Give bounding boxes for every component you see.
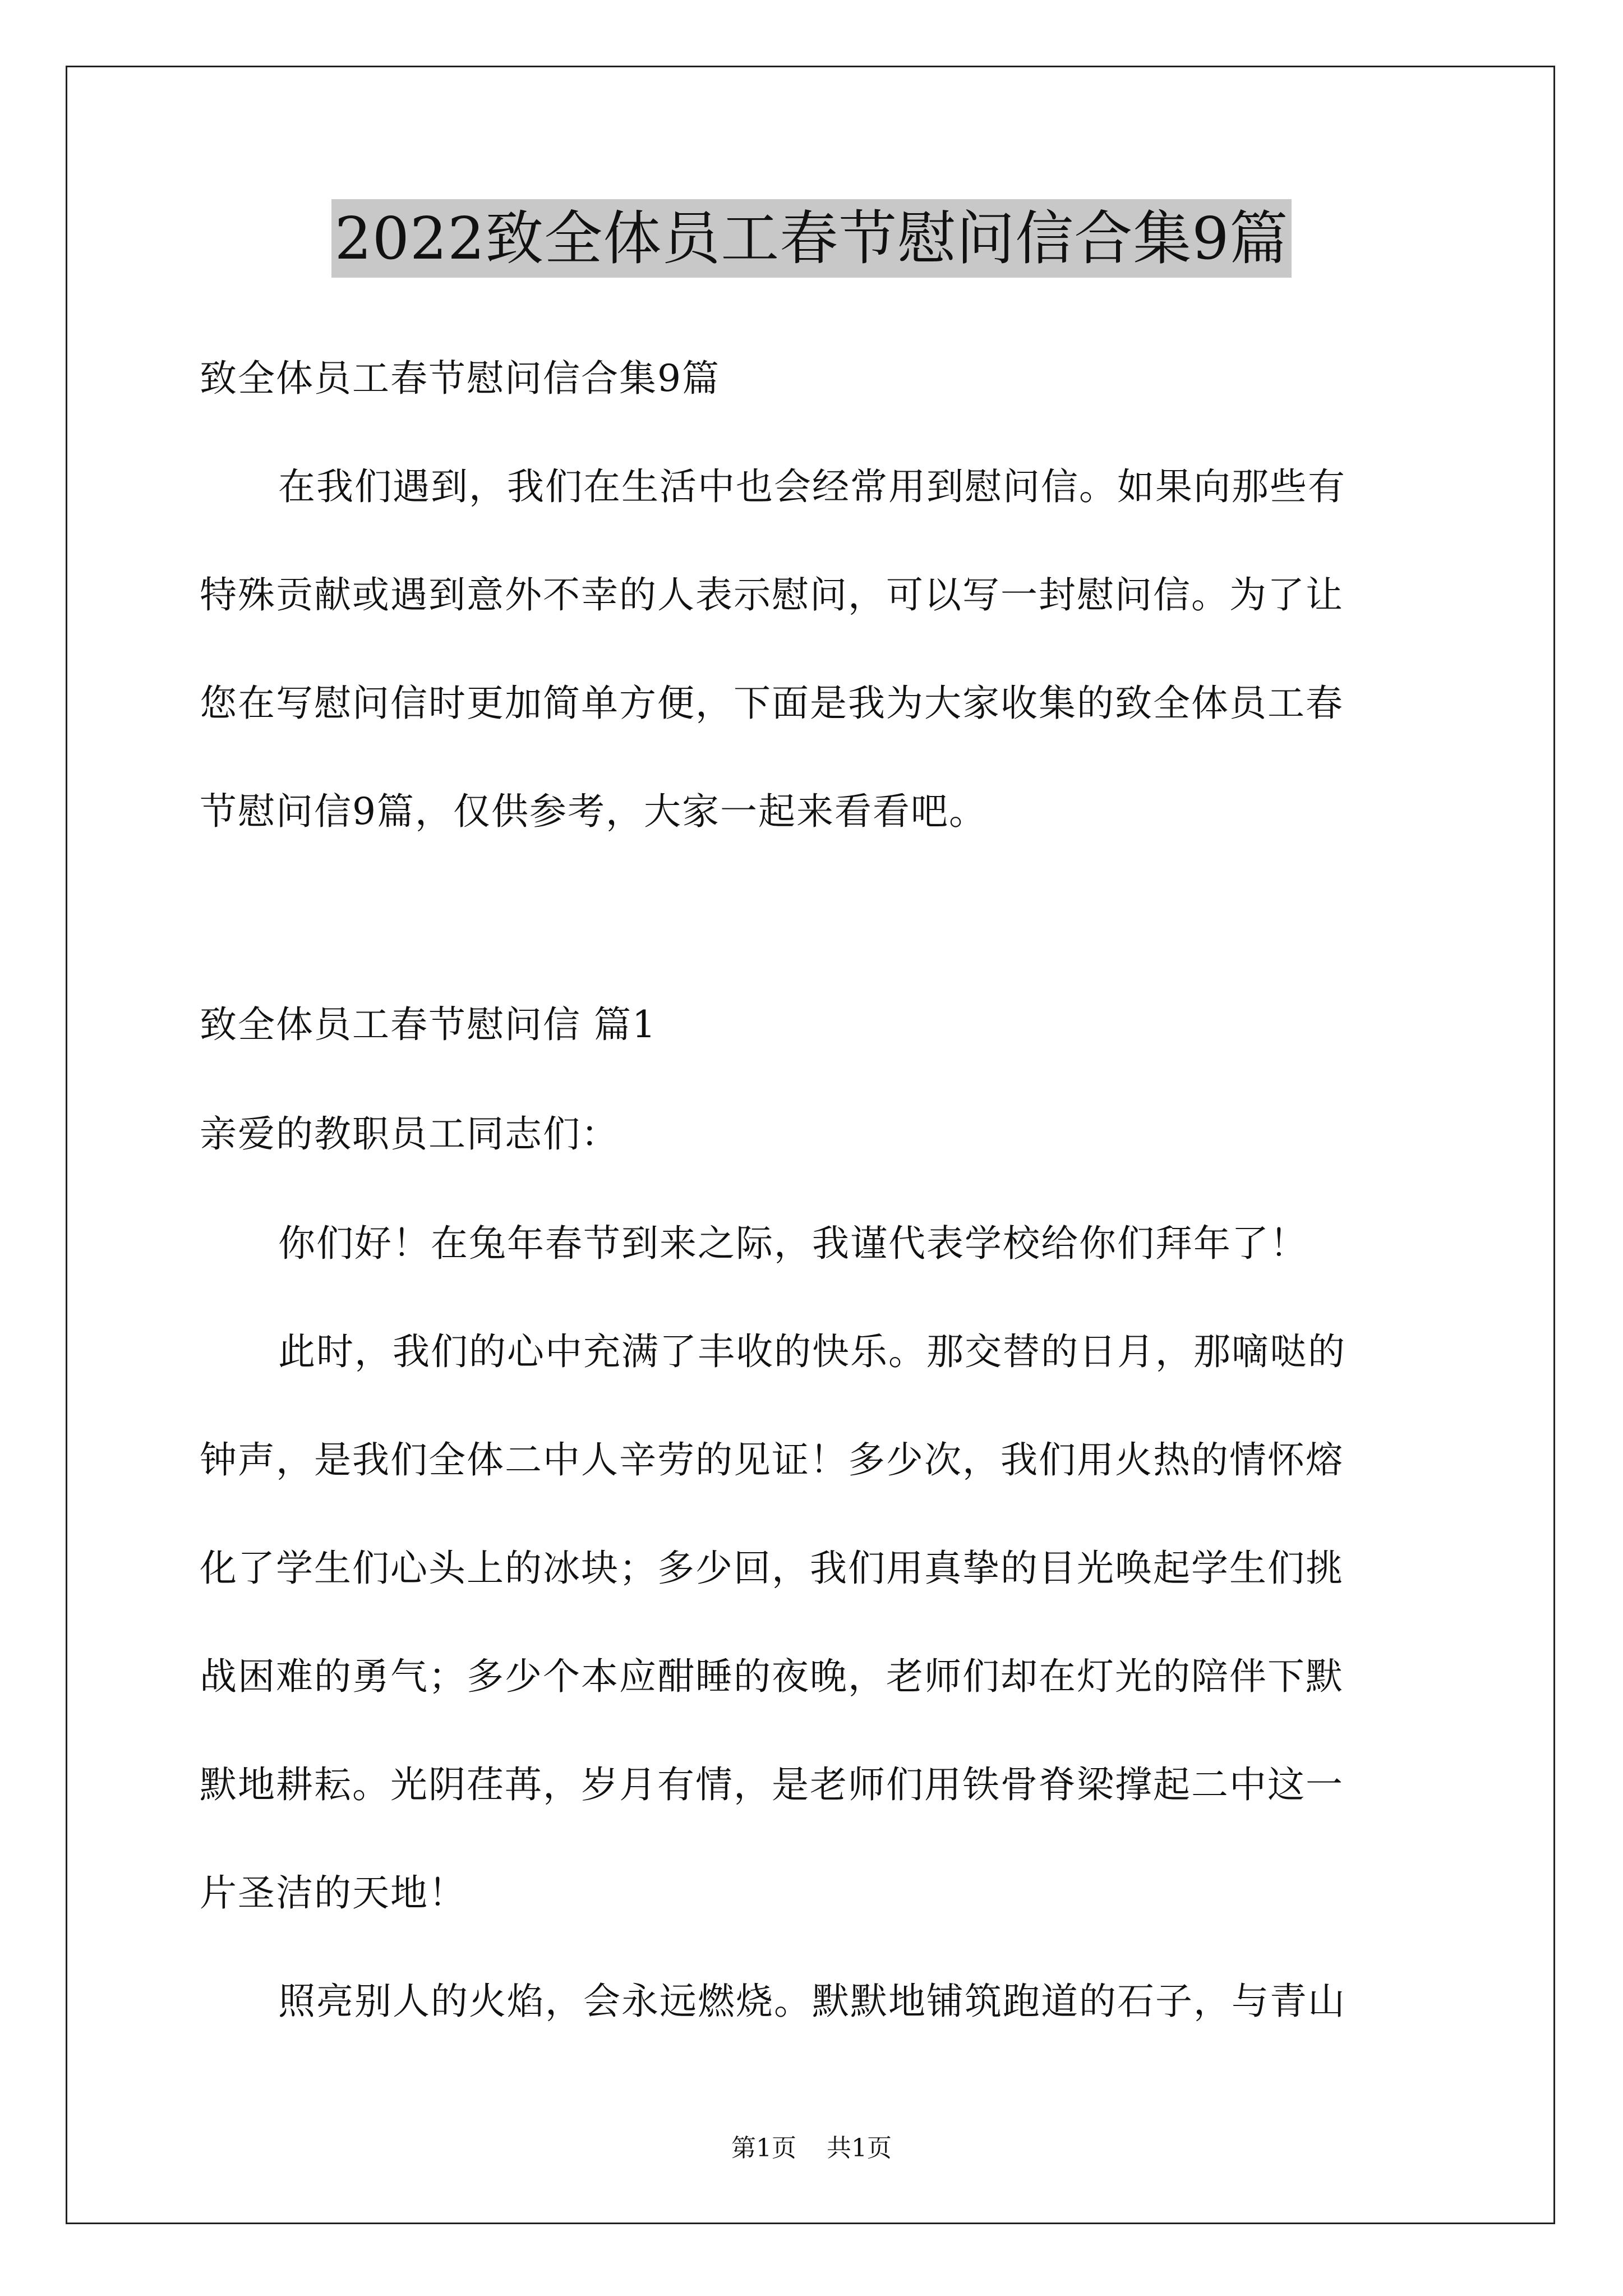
body-line-4: 战困难的勇气；多少个本应酣睡的夜晚，老师们却在灯光的陪伴下默: [200, 1655, 1344, 1698]
intro-line-1: 在我们遇到，我们在生活中也会经常用到慰问信。如果向那些有: [278, 465, 1346, 508]
body-line-7: 照亮别人的火焰，会永远燃烧。默默地铺筑跑道的石子，与青山: [278, 1980, 1346, 2023]
body-line-5: 默地耕耘。光阴荏苒，岁月有情，是老师们用铁骨脊梁撑起二中这一: [200, 1763, 1344, 1806]
document-title: 2022致全体员工春节慰问信合集9篇: [331, 199, 1292, 278]
document-body: [200, 297, 1425, 2024]
page-number: 第1页: [731, 2134, 796, 2162]
body-line-6: 片圣洁的天地！: [200, 1871, 467, 1915]
body-line-3: 化了学生们心头上的冰块；多少回，我们用真挚的目光唤起学生们挑: [200, 1547, 1344, 1590]
title-wrap: [0, 199, 1623, 278]
section-heading: 致全体员工春节慰问信 篇1: [200, 1003, 657, 1046]
page-footer: [0, 2132, 1623, 2165]
intro-line-3: 您在写慰问信时更加简单方便，下面是我为大家收集的致全体员工春: [200, 682, 1344, 725]
body-line-2: 钟声，是我们全体二中人辛劳的见证！多少次，我们用火热的情怀熔: [200, 1438, 1344, 1481]
greeting-paragraph: 你们好！在兔年春节到来之际，我谨代表学校给你们拜年了！: [278, 1222, 1308, 1265]
intro-line-4: 节慰问信9篇，仅供参考，大家一起来看看吧。: [200, 790, 987, 833]
salutation: 亲爱的教职员工同志们：: [200, 1112, 619, 1156]
body-line-1: 此时，我们的心中充满了丰收的快乐。那交替的日月，那嘀哒的: [278, 1330, 1346, 1373]
page-total: 共1页: [827, 2134, 892, 2162]
intro-line-2: 特殊贡献或遇到意外不幸的人表示慰问，可以写一封慰问信。为了让: [200, 573, 1344, 616]
subtitle-line: 致全体员工春节慰问信合集9篇: [200, 357, 720, 400]
